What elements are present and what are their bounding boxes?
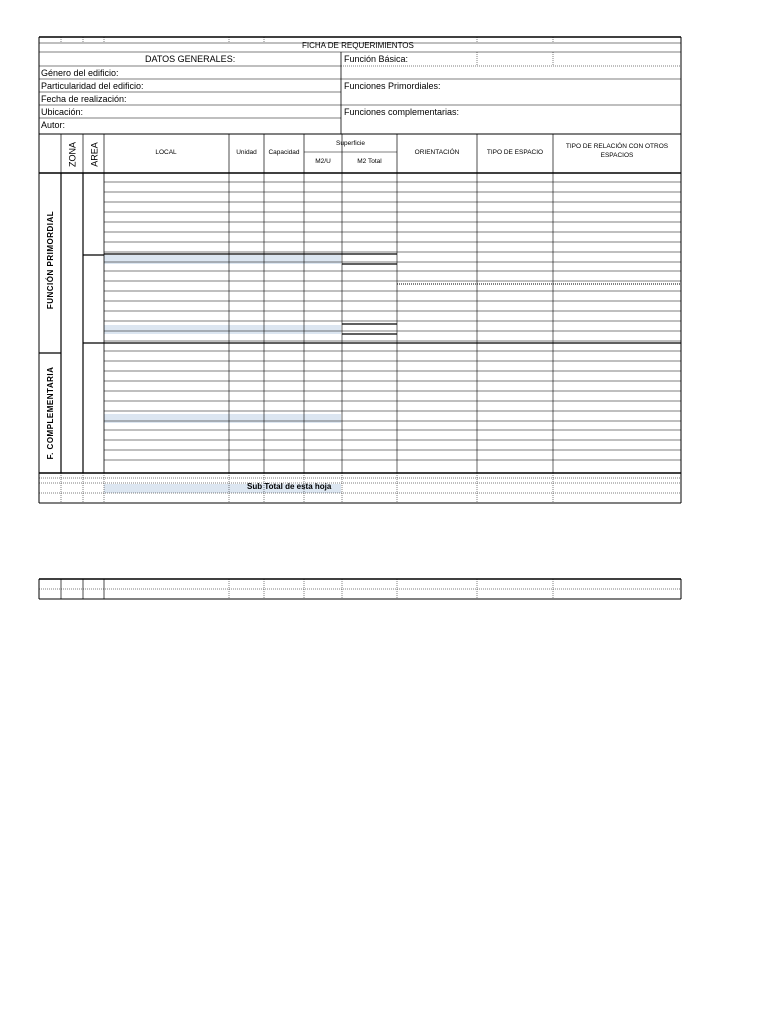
local-header: LOCAL — [155, 149, 177, 156]
datos-generales-heading: DATOS GENERALES: — [145, 54, 236, 64]
funcion-basica-label: Función Básica: — [344, 54, 409, 64]
unidad-header: Unidad — [236, 149, 257, 156]
superficie-header: Superficie — [336, 140, 365, 147]
highlight-band — [104, 255, 341, 264]
zona-header: ZONA — [67, 142, 78, 168]
orientacion-header: ORIENTACIÓN — [414, 149, 460, 156]
ubicacion-label: Ubicación: — [41, 107, 84, 117]
tipo-relacion-header-line2: ESPACIOS — [600, 152, 634, 159]
tipo-espacio-header: TIPO DE ESPACIO — [486, 149, 544, 156]
highlight-band — [104, 325, 341, 334]
funciones-primordiales-label: Funciones Primordiales: — [344, 81, 441, 91]
m2total-header: M2 Total — [357, 158, 382, 165]
tipo-relacion-header-line1: TIPO DE RELACIÓN CON OTROS — [565, 143, 669, 150]
fecha-label: Fecha de realización: — [41, 94, 127, 104]
funciones-complementarias-label: Funciones complementarias: — [344, 107, 460, 117]
zone-f-complementaria: F. COMPLEMENTARIA — [46, 366, 55, 460]
zone-funcion-primordial: FUNCIÓN PRIMORDIAL — [46, 210, 55, 310]
capacidad-header: Capacidad — [268, 149, 300, 156]
sheet-title: FICHA DE REQUERIMIENTOS — [302, 41, 414, 50]
highlight-band — [104, 414, 341, 423]
subtotal-label: Sub Total de esta hoja — [247, 482, 332, 491]
area-header: AREA — [89, 142, 100, 167]
particularidad-label: Particularidad del edificio: — [41, 81, 144, 91]
autor-label: Autor: — [41, 120, 66, 130]
genero-label: Género del edificio: — [41, 68, 119, 78]
m2u-header: M2/U — [315, 158, 331, 165]
